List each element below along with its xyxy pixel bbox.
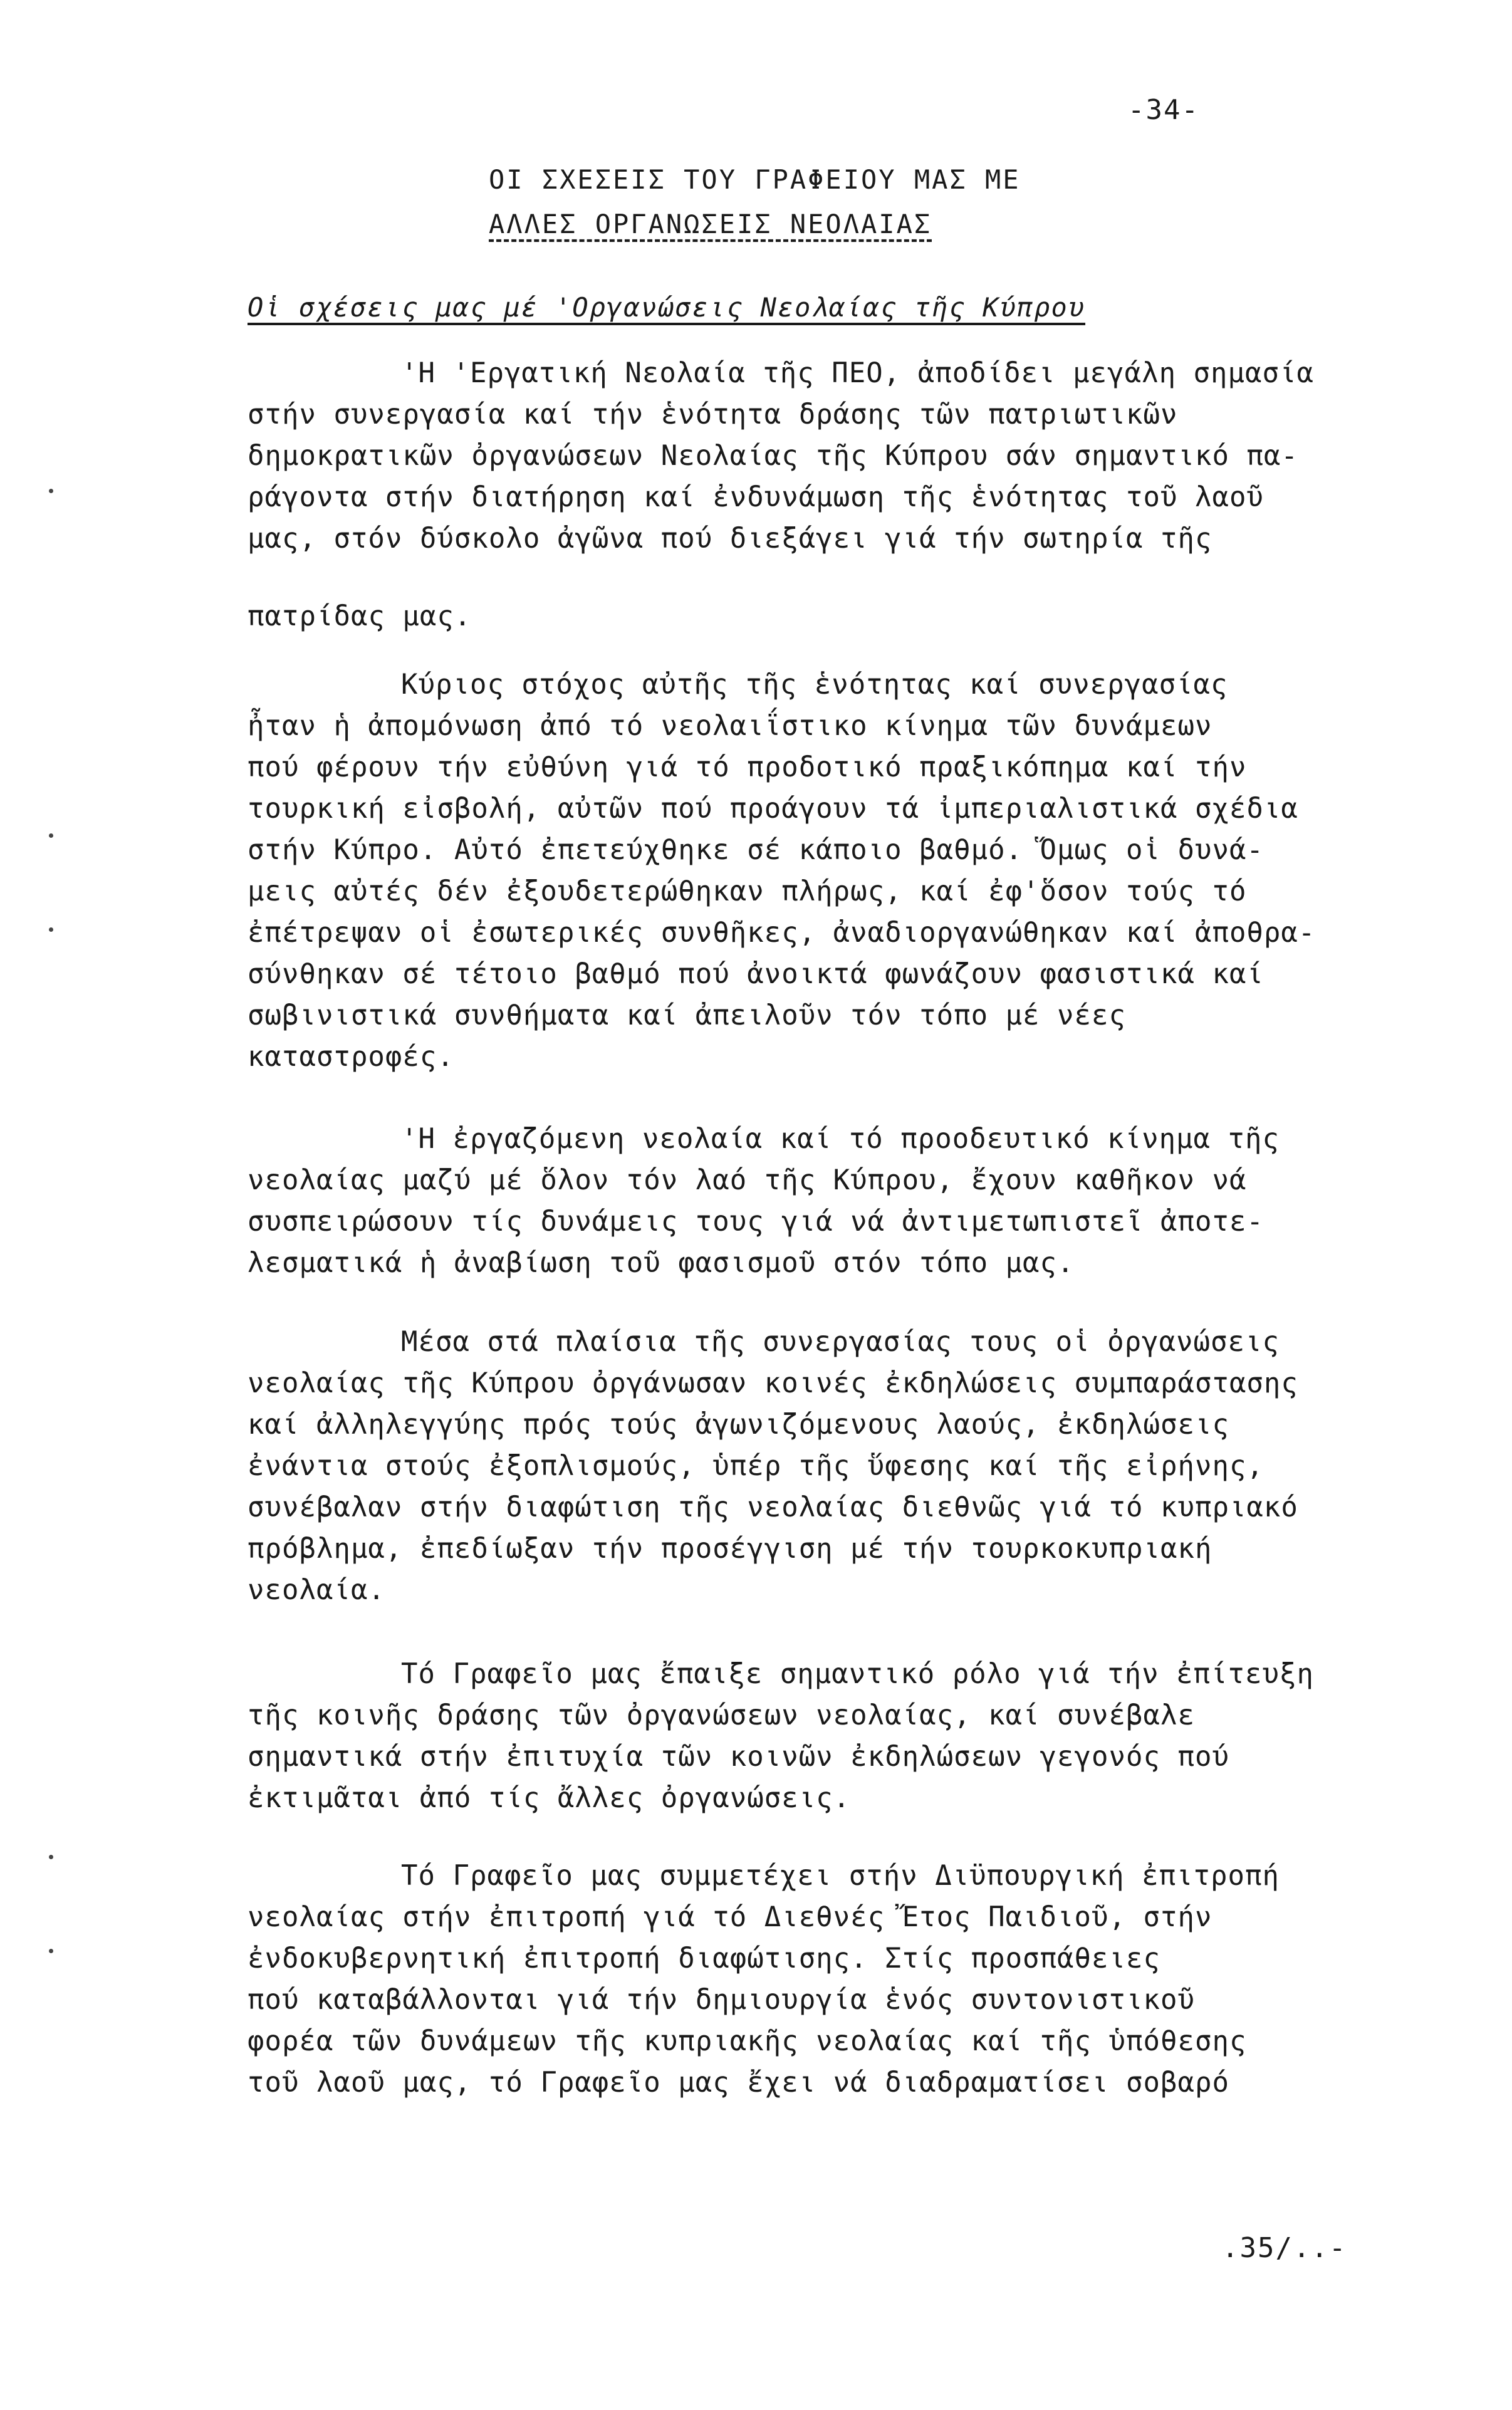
body-line: νεολαίας στήν ἐπιτροπή γιά τό Διεθνές Ἔτος Παιδιοῦ, στήν xyxy=(248,1901,1212,1933)
body-line: συνέβαλαν στήν διαφώτιση τῆς νεολαίας διεθνῶς γιά τό κυπριακό xyxy=(248,1491,1298,1523)
body-line: ἐκτιμᾶται ἀπό τίς ἄλλες ὀργανώσεις. xyxy=(248,1782,851,1814)
body-line: μας, στόν δύσκολο ἀγῶνα πού διεξάγει γιά τήν σωτηρία τῆς xyxy=(248,523,1212,555)
body-line: λεσματικά ἡ ἀναβίωση τοῦ φασισμοῦ στόν τόπο μας. xyxy=(248,1247,1075,1279)
body-line: στήν Κύπρο. Αὐτό ἐπετεύχθηκε σέ κάποιο βαθμό. Ὅμως οἱ δυνά- xyxy=(248,834,1264,866)
title-line-2: ΑΛΛΕΣ ΟΡΓΑΝΩΣΕΙΣ ΝΕΟΛΑΙΑΣ xyxy=(489,209,932,239)
body-line: ἐνάντια στούς ἐξοπλισμούς, ὑπέρ τῆς ὕφεσης καί τῆς εἰρήνης, xyxy=(248,1450,1264,1482)
body-line: φορέα τῶν δυνάμεων τῆς κυπριακῆς νεολαίας καί τῆς ὑπόθεσης xyxy=(248,2025,1247,2057)
body-line: 'Η ἐργαζόμενη νεολαία καί τό προοδευτικό κίνημα τῆς xyxy=(401,1123,1280,1155)
body-line: Μέσα στά πλαίσια τῆς συνεργασίας τους οἱ ὀργανώσεις xyxy=(401,1326,1280,1358)
body-line: τῆς κοινῆς δράσης τῶν ὀργανώσεων νεολαίας, καί συνέβαλε xyxy=(248,1699,1195,1731)
body-line: 'Η 'Εργατική Νεολαία τῆς ΠΕΟ, ἀποδίδει μεγάλη σημασία xyxy=(401,357,1314,389)
body-line: δημοκρατικῶν ὀργανώσεων Νεολαίας τῆς Κύπρου σάν σημαντικό πα- xyxy=(248,440,1298,472)
body-line: ράγοντα στήν διατήρηση καί ἐνδυνάμωση τῆς ἑνότητας τοῦ λαοῦ xyxy=(248,481,1264,513)
body-line: πρόβλημα, ἐπεδίωξαν τήν προσέγγιση μέ τήν τουρκοκυπριακή xyxy=(248,1533,1212,1565)
body-line: στήν συνεργασία καί τήν ἑνότητα δράσης τῶν πατριωτικῶν xyxy=(248,399,1178,430)
body-line: μεις αὐτές δέν ἐξουδετερώθηκαν πλήρως, καί ἐφ'ὅσον τούς τό xyxy=(248,875,1247,907)
body-line: ἐνδοκυβερνητική ἐπιτροπή διαφώτισης. Στίς προσπάθειες xyxy=(248,1943,1160,1974)
continuation-reference: .35/..- xyxy=(1222,2232,1347,2264)
scan-speck xyxy=(49,1949,53,1953)
body-line: ἐπέτρεψαν οἱ ἐσωτερικές συνθῆκες, ἀναδιοργανώθηκαν καί ἀποθρα- xyxy=(248,917,1316,949)
body-line: πατρίδας μας. xyxy=(248,600,472,632)
scan-speck xyxy=(49,489,53,493)
body-line: τοῦ λαοῦ μας, τό Γραφεῖο μας ἔχει νά διαδραματίσει σοβαρό xyxy=(248,2067,1229,2099)
scan-speck xyxy=(49,927,53,932)
scan-speck xyxy=(49,833,53,838)
body-line: πού καταβάλλονται γιά τήν δημιουργία ἑνός συντονιστικοῦ xyxy=(248,1984,1195,2016)
page-number: -34- xyxy=(1128,94,1199,126)
body-line: τουρκική εἰσβολή, αὐτῶν πού προάγουν τά ἰμπεριαλιστικά σχέδια xyxy=(248,793,1298,825)
body-line: συσπειρώσουν τίς δυνάμεις τους γιά νά ἀντιμετωπιστεῖ ἀποτε- xyxy=(248,1206,1264,1238)
body-line: ἦταν ἡ ἀπομόνωση ἀπό τό νεολαιΐστικο κίνημα τῶν δυνάμεων xyxy=(248,710,1212,742)
body-line: νεολαίας μαζύ μέ ὅλον τόν λαό τῆς Κύπρου, ἔχουν καθῆκον νά xyxy=(248,1164,1247,1196)
body-line: σωβινιστικά συνθήματα καί ἀπειλοῦν τόν τόπο μέ νέες xyxy=(248,999,1127,1031)
title-line-1: ΟΙ ΣΧΕΣΕΙΣ ΤΟΥ ΓΡΑΦΕΙΟΥ ΜΑΣ ΜΕ xyxy=(489,164,1021,195)
body-line: καί ἀλληλεγγύης πρός τούς ἀγωνιζόμενους λαούς, ἐκδηλώσεις xyxy=(248,1409,1229,1441)
body-line: σύνθηκαν σέ τέτοιο βαθμό πού ἀνοικτά φωνάζουν φασιστικά καί xyxy=(248,958,1264,990)
body-line: πού φέρουν τήν εὐθύνη γιά τό προδοτικό πραξικόπημα καί τήν xyxy=(248,751,1247,783)
body-line: Κύριος στόχος αὐτῆς τῆς ἑνότητας καί συνεργασίας xyxy=(401,669,1228,701)
section-subheading: Οἱ σχέσεις μας μέ 'Οργανώσεις Νεολαίας τῆς Κύπρου xyxy=(248,292,1086,323)
body-line: καταστροφές. xyxy=(248,1041,454,1073)
body-line: Τό Γραφεῖο μας συμμετέχει στήν Διϋπουργική ἐπιτροπή xyxy=(401,1860,1280,1892)
scan-speck xyxy=(49,1855,53,1859)
body-line: νεολαία. xyxy=(248,1574,385,1606)
body-line: Τό Γραφεῖο μας ἔπαιξε σημαντικό ρόλο γιά τήν ἐπίτευξη xyxy=(401,1658,1314,1690)
body-line: σημαντικά στήν ἐπιτυχία τῶν κοινῶν ἐκδηλώσεων γεγονός πού xyxy=(248,1741,1229,1773)
body-line: νεολαίας τῆς Κύπρου ὀργάνωσαν κοινές ἐκδηλώσεις συμπαράστασης xyxy=(248,1367,1298,1399)
